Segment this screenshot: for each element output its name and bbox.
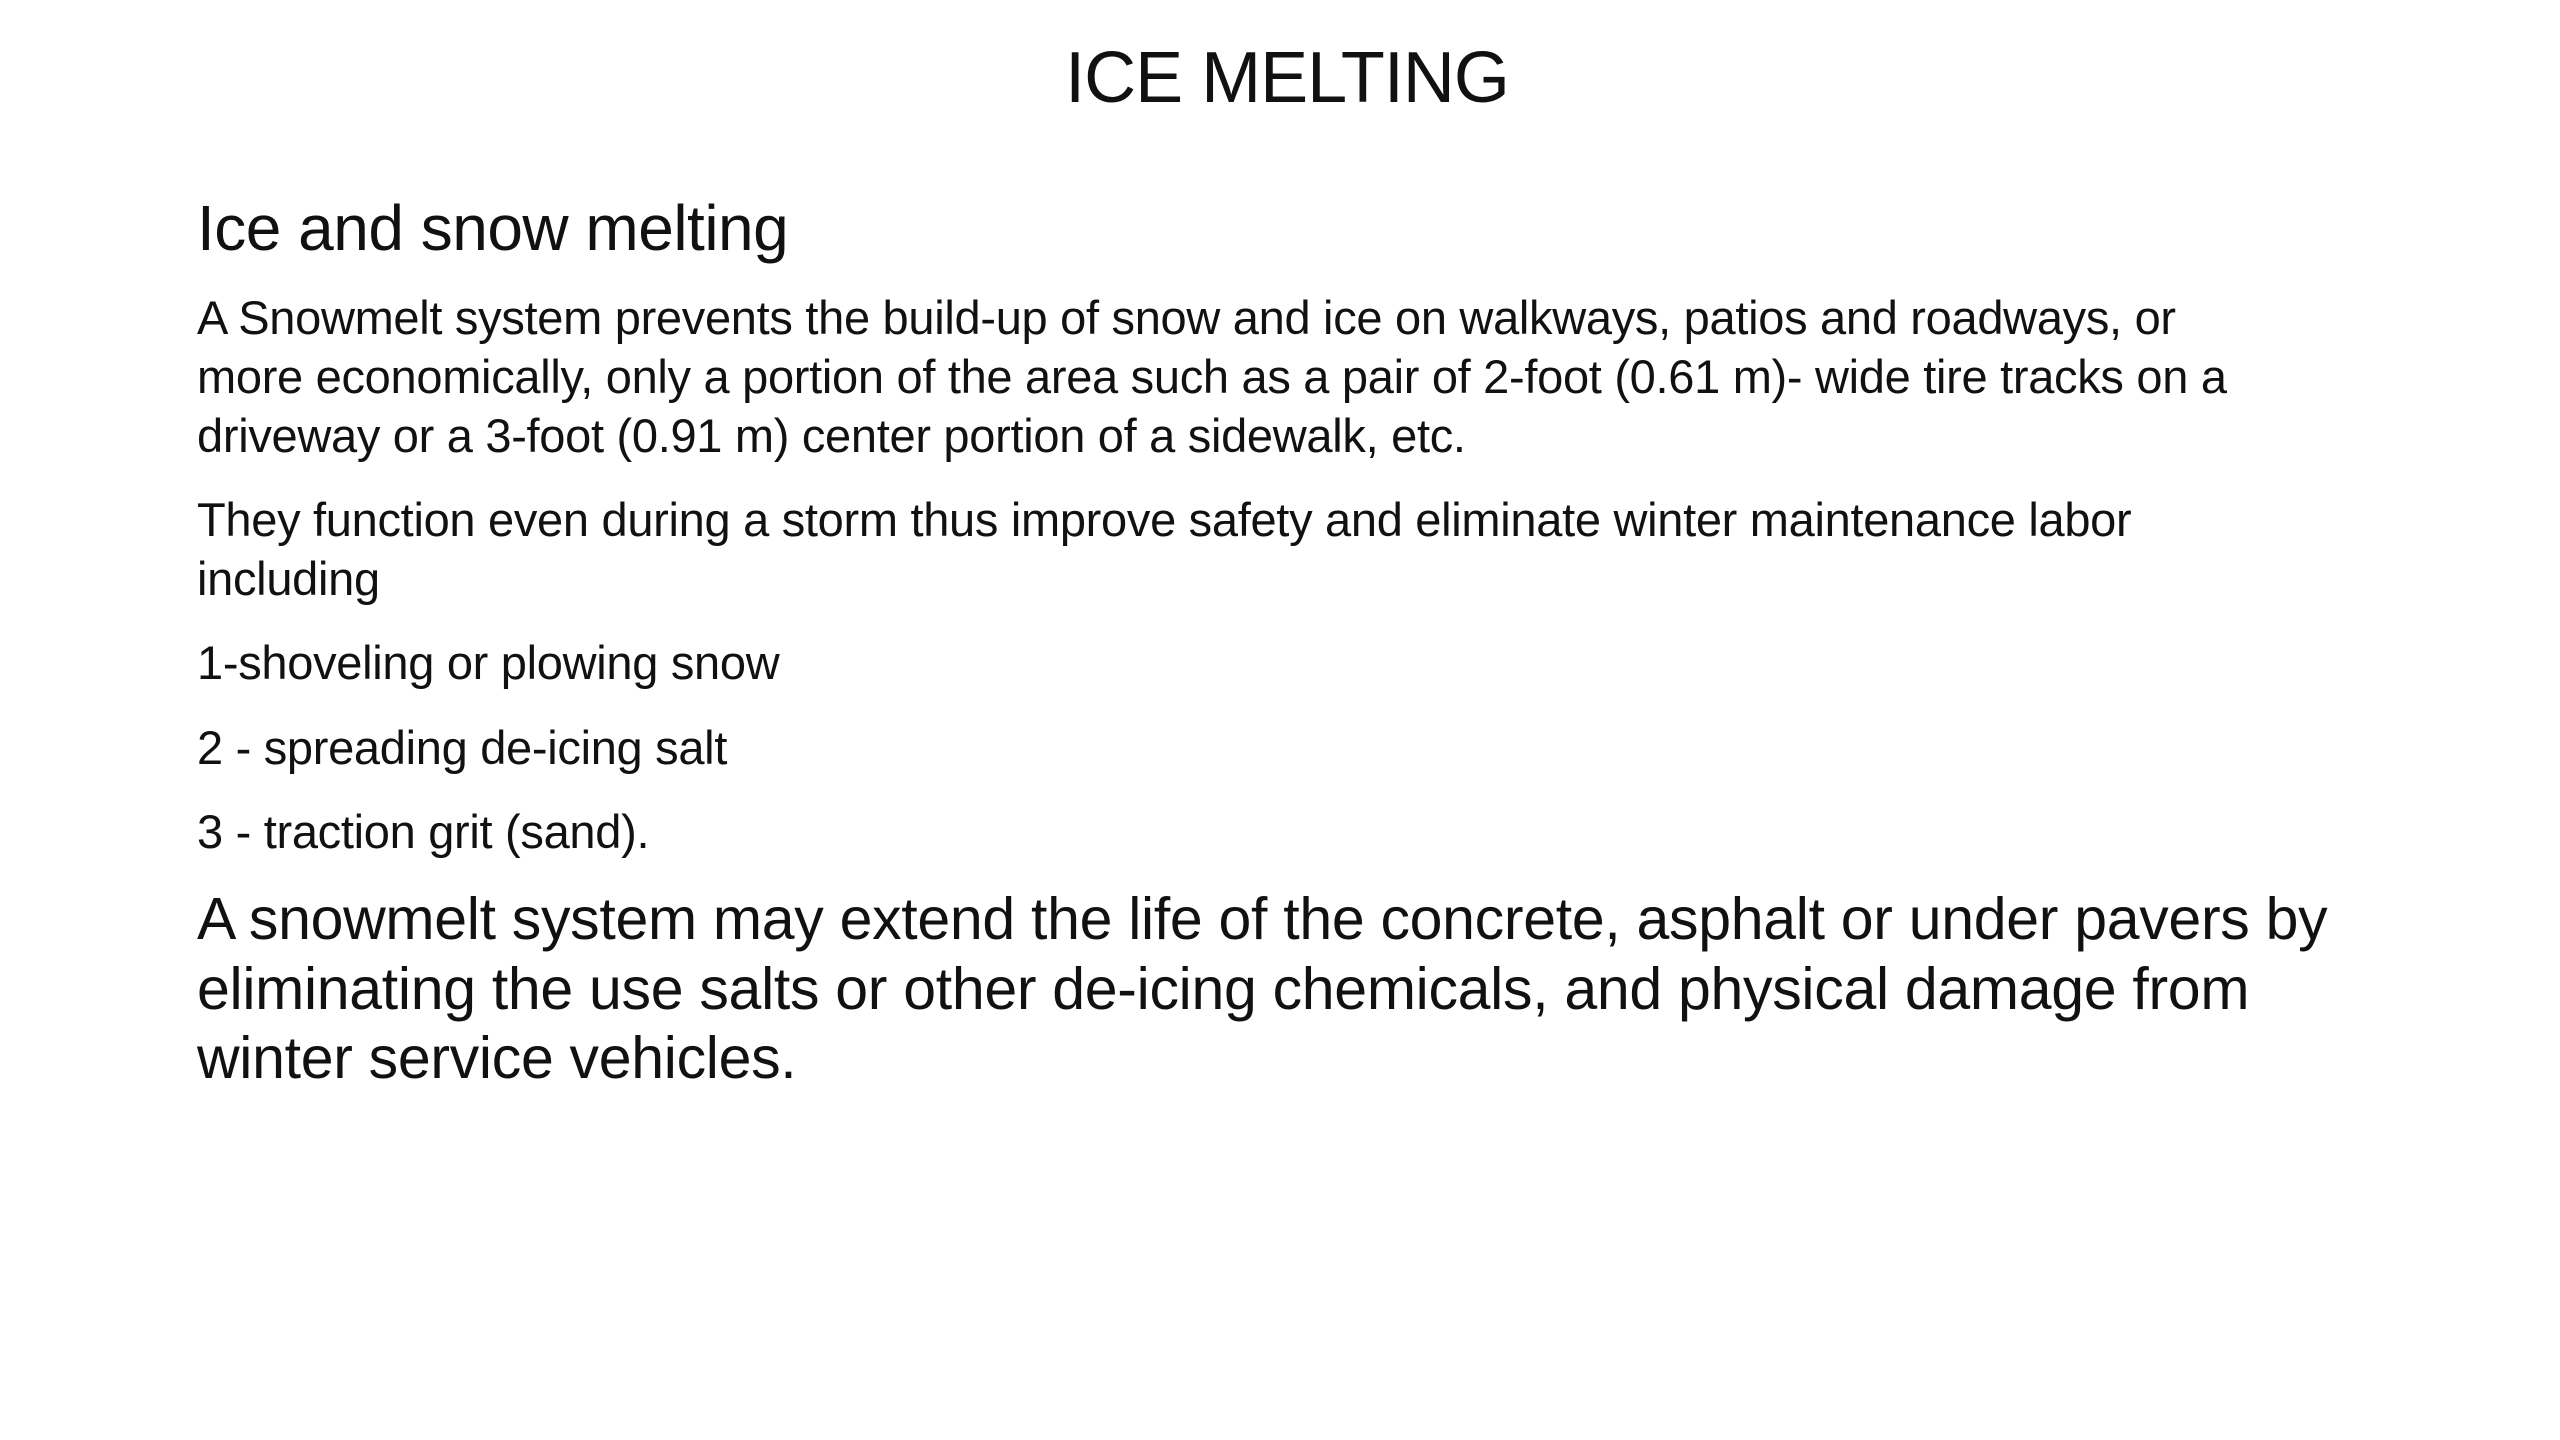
text-line: A Snowmelt system prevents the build-up of snow and ice on walkways, patios and roadways, or [197, 291, 2176, 344]
text-line: winter service vehicles. [197, 1025, 797, 1091]
slide-title: ICE MELTING [1065, 38, 1509, 118]
list-item: 3 - traction grit (sand). [197, 805, 650, 858]
text-line: eliminating the use salts or other de-icing chemicals, and physical damage from [197, 956, 2250, 1022]
list-item: 1-shoveling or plowing snow [197, 636, 780, 689]
text-line: more economically, only a portion of the area such as a pair of 2-foot (0.61 m)- wide tire tracks on a [197, 350, 2227, 403]
text-line: including [197, 552, 380, 605]
text-line: A snowmelt system may extend the life of the concrete, asphalt or under pavers by [197, 886, 2328, 952]
slide-subtitle: Ice and snow melting [197, 192, 789, 264]
list-item: 2 - spreading de-icing salt [197, 721, 728, 774]
text-line: They function even during a storm thus improve safety and eliminate winter maintenance labor [197, 493, 2132, 546]
text-line: driveway or a 3-foot (0.91 m) center portion of a sidewalk, etc. [197, 409, 1466, 462]
